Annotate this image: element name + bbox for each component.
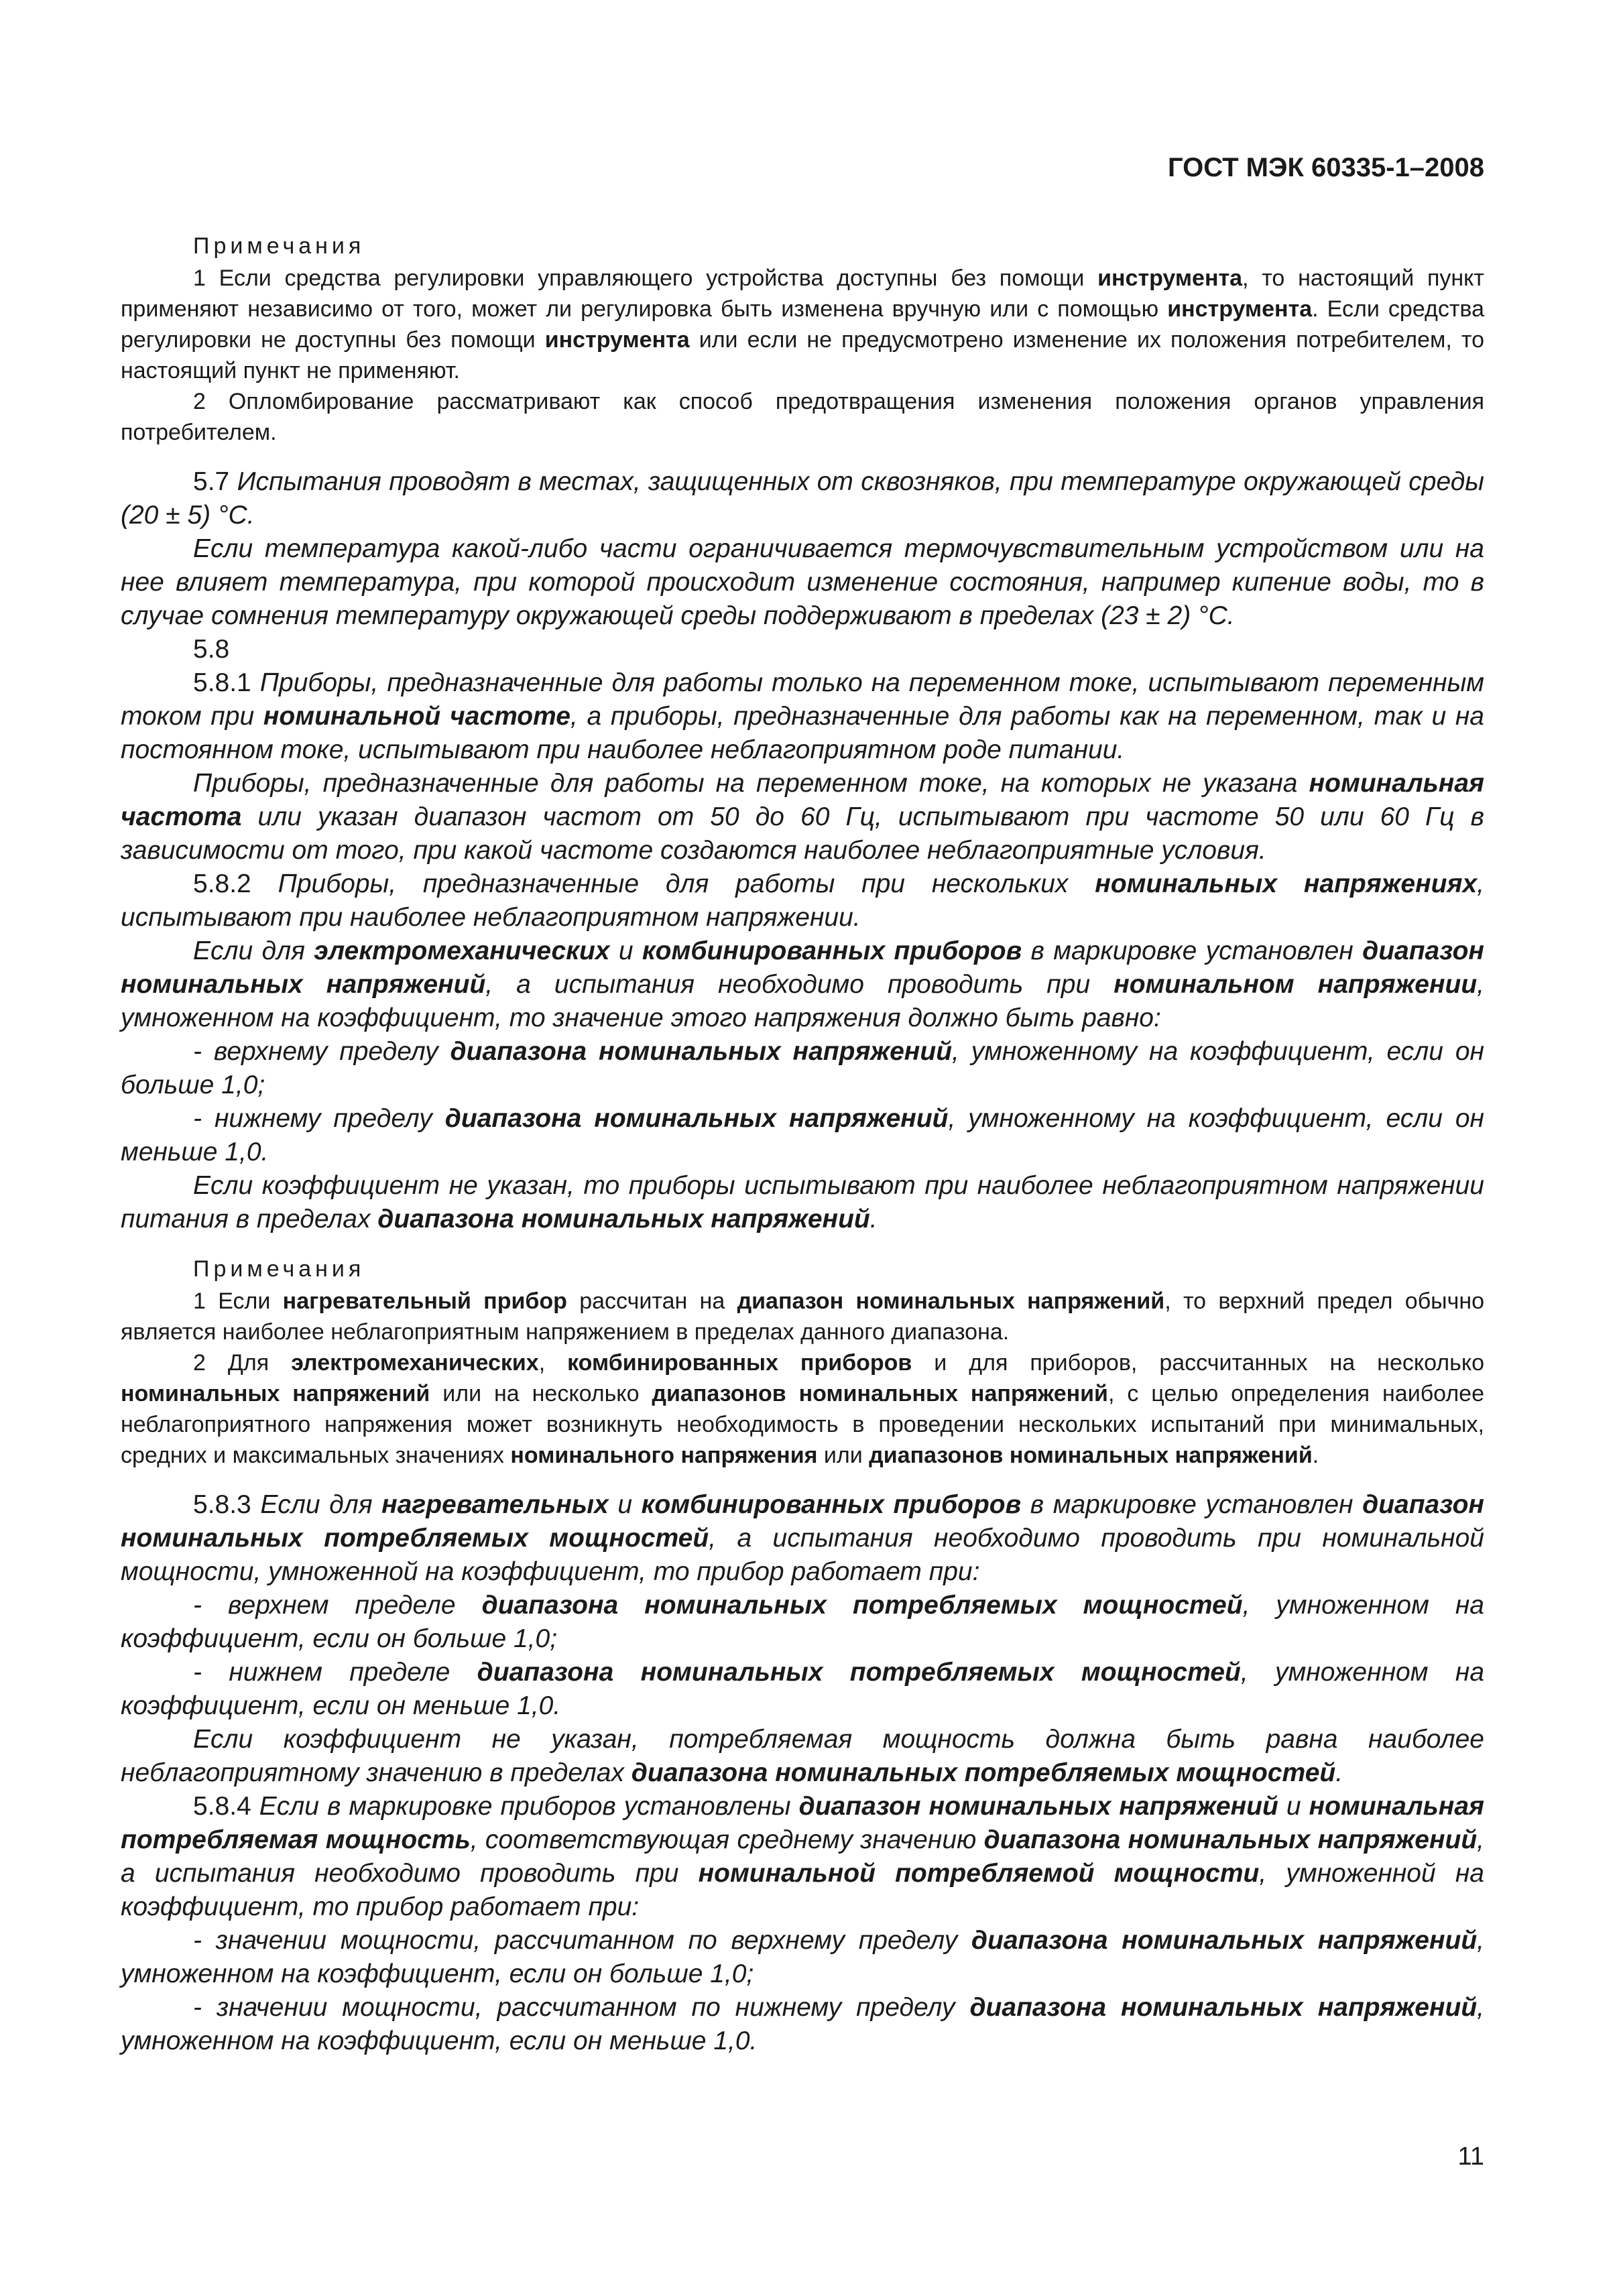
text-run: 5.8.2 [193,869,278,898]
text-run: , умноженном на коэффициент, если он больше 1,0; [121,1926,1485,1988]
defined-term: номинального напряжения [510,1443,818,1468]
section-5-7-5-8-2 [121,465,1484,1236]
text-run: Если для [193,936,314,965]
defined-term: диапазона номинальных потребляемых мощностей [477,1658,1241,1687]
clause-paragraph [121,1102,1484,1169]
text-run: 1 Если средства регулировки управляющего устройства доступны без помощи [193,265,1098,291]
defined-term: нагревательный прибор [282,1288,567,1314]
text-run: , с целью определения наиболее неблагоприятного напряжения может возникнуть необходимость в проведении нескольких испытаний при минимальных, средних и максимальных значениях [121,1381,1485,1468]
text-run: , умноженной на коэффициент, то прибор работает при: [121,1859,1484,1921]
text-run: 5.8.1 [193,668,260,697]
defined-term: инструмента [544,327,690,353]
clause-paragraph [121,1924,1484,1991]
text-run: , умноженном на коэффициент, то значение этого напряжения должно быть равно: [121,970,1484,1032]
text-run: , умноженном на коэффициент, если он меньше 1,0. [121,1993,1485,2055]
section-5-8-3-5-8-4 [121,1488,1484,2058]
text-run: и для приборов, рассчитанных на несколько [912,1350,1484,1376]
text-run: или указан диапазон частот от 50 до 60 Гц, испытывают при частоте 50 или 60 Гц в зависимости от того, при какой частоте создаются наиболее неблагоприятные условия. [121,802,1484,865]
text-run: в маркировке установлен [1021,1490,1363,1519]
text-run: - нижнему пределу [193,1104,445,1133]
clause-paragraph [121,1790,1484,1924]
clause-paragraph [121,666,1484,767]
text-run: , испытывают при наиболее неблагоприятном напряжении. [121,869,1484,932]
text-run: - верхнем пределе [193,1591,482,1620]
note-2-paragraph [121,1286,1484,1347]
text-run: 5.7 [193,467,237,496]
defined-term: диапазона номинальных напряжений [450,1037,953,1066]
clause-paragraph [121,767,1484,867]
text-run: - значении мощности, рассчитанном по верхнему пределу [193,1926,971,1955]
text-run: Если в маркировке приборов установлены [259,1792,799,1821]
text-run: рассчитан на [566,1288,737,1314]
text-run: 2 Для [193,1350,292,1376]
text-run: , а испытания необходимо проводить при [485,970,1114,999]
text-run: , умноженному на коэффициент, если он больше 1,0; [121,1037,1484,1099]
defined-term: номинальная потребляемая мощность [121,1792,1485,1854]
text-run: , то настоящий пункт применяют независимо от того, может ли регулировка быть изменена вручную или с помощью [121,265,1485,322]
note-1-paragraph [121,263,1484,386]
defined-term: номинальной потребляемой мощности [698,1859,1260,1888]
text-run: - значении мощности, рассчитанном по нижнему пределу [193,1993,970,2022]
text-run: 5.8.4 [193,1792,259,1821]
text-run: 2 Опломбирование рассматривают как способ предотвращения изменения положения органов управления потребителем. [121,389,1484,445]
text-run: , умноженному на коэффициент, если он меньше 1,0. [121,1104,1484,1166]
defined-term: диапазона номинальных потребляемых мощностей [481,1591,1243,1620]
defined-term: инструмента [1167,296,1313,322]
defined-term: электромеханических [314,936,610,965]
text-run: в маркировке установлен [1022,936,1363,965]
defined-term: комбинированных приборов [642,936,1022,965]
text-run: , а испытания необходимо проводить при номинальной мощности, умноженной на коэффициент, то прибор работает при: [121,1524,1484,1586]
clause-paragraph [121,867,1484,934]
notes-heading-2: Примечания [193,1256,365,1282]
text-run: . [869,1205,878,1233]
text-run: - нижнем пределе [193,1658,477,1687]
clause-paragraph [121,1589,1484,1656]
clause-paragraph [121,532,1484,633]
defined-term: диапазонов номинальных напряжений [869,1443,1313,1468]
text-run: , а испытания необходимо проводить при [121,1825,1484,1888]
defined-term: комбинированных приборов [567,1350,912,1376]
defined-term: диапазона номинальных напряжений [444,1104,949,1133]
text-run: , а приборы, предназначенные для работы как на переменном, так и на постоянном токе, испытывают при наиболее неблагоприятном роде питании. [121,702,1484,764]
notes-heading: Примечания [193,233,365,259]
text-run: и [608,1490,642,1519]
page-body [121,231,1484,2058]
text-run: или на несколько [430,1381,652,1406]
clause-paragraph [121,1723,1484,1790]
defined-term: электромеханических [291,1350,539,1376]
text-run: Приборы, предназначенные для работы только на переменном токе, испытывают переменным током при [121,668,1484,731]
defined-term: диапазона номинальных напряжений [983,1825,1478,1854]
defined-term: номинальных напряжениях [1095,869,1478,898]
notes-block-2 [121,1286,1484,1471]
text-run: , соответствующая среднему значению [470,1825,984,1854]
text-run: и [609,936,642,965]
text-run: Если для [260,1490,382,1519]
page-number: 11 [1457,2142,1484,2171]
text-run: Если коэффициент не указан, потребляемая мощность должна быть равна наиболее неблагоприятному значению в пределах [121,1725,1484,1787]
text-run: - верхнему пределу [193,1037,450,1066]
clause-paragraph [121,1991,1484,2058]
text-run: , умноженном на коэффициент, если он меньше 1,0. [121,1658,1485,1720]
defined-term: номинальной частоте [263,702,570,731]
clause-paragraph [121,934,1484,1035]
text-run: , [538,1350,568,1376]
document-id-header: ГОСТ МЭК 60335-1–2008 [1167,153,1484,182]
defined-term: диапазон номинальных напряжений [737,1288,1165,1314]
clause-paragraph [121,1656,1484,1723]
clause-paragraph [121,1488,1484,1589]
defined-term: диапазонов номинальных напряжений [652,1381,1108,1406]
text-run: Приборы, предназначенные для работы при нескольких [278,869,1095,898]
text-run: . Если средства регулировки не доступны без помощи [121,296,1484,353]
text-run: , умноженном на коэффициент, если он больше 1,0; [121,1591,1484,1653]
text-run: 5.8 [193,635,230,664]
text-run: Приборы, предназначенные для работы на переменном токе, на которых не указана [193,769,1309,798]
defined-term: комбинированных приборов [641,1490,1022,1519]
clause-paragraph [121,465,1484,532]
defined-term: номинальном напряжении [1114,970,1478,999]
text-run: . [1312,1443,1319,1468]
defined-term: диапазона номинальных напряжений [971,1926,1478,1955]
defined-term: диапазон номинальных напряжений [798,1792,1278,1821]
clause-paragraph [121,1035,1484,1102]
text-run: или [817,1443,869,1468]
text-run: . [1335,1758,1343,1787]
text-run: 5.8.3 [193,1490,261,1519]
text-run: , то верхний предел обычно является наиболее неблагоприятным напряжением в пределах данного диапазона. [121,1288,1485,1345]
text-run: Испытания проводят в местах, защищенных от сквозняков, при температуре окружающей среды (20 ± 5) °С. [121,467,1484,530]
defined-term: инструмента [1097,265,1243,291]
notes-block-1 [121,263,1484,448]
defined-term: нагревательных [381,1490,609,1519]
defined-term: диапазон номинальных потребляемых мощностей [121,1490,1484,1553]
text-run: и [1278,1792,1309,1821]
text-run: Если температура какой-либо части ограничивается термочувствительным устройством или на нее влияет температура, при которой происходит изменение состояния, например кипение воды, то в случае сомнения температуру окружающей среды поддерживают в пределах (23 ± 2) °С. [121,534,1484,630]
clause-paragraph [121,633,1484,666]
note-2-paragraph [121,1347,1484,1471]
defined-term: номинальных напряжений [121,1381,430,1406]
clause-paragraph [121,1169,1484,1236]
defined-term: диапазона номинальных потребляемых мощностей [631,1758,1336,1787]
defined-term: номинальная частота [121,769,1484,831]
text-run: или если не предусмотрено изменение их положения потребителем, то настоящий пункт не применяют. [121,327,1484,383]
text-run: 1 Если [193,1288,283,1314]
defined-term: диапазона номинальных напряжений [969,1993,1478,2022]
defined-term: диапазон номинальных напряжений [121,936,1484,999]
note-1-paragraph [121,386,1484,448]
defined-term: диапазона номинальных напряжений [377,1205,870,1233]
text-run: Если коэффициент не указан, то приборы испытывают при наиболее неблагоприятном напряжении питания в пределах [121,1171,1484,1233]
